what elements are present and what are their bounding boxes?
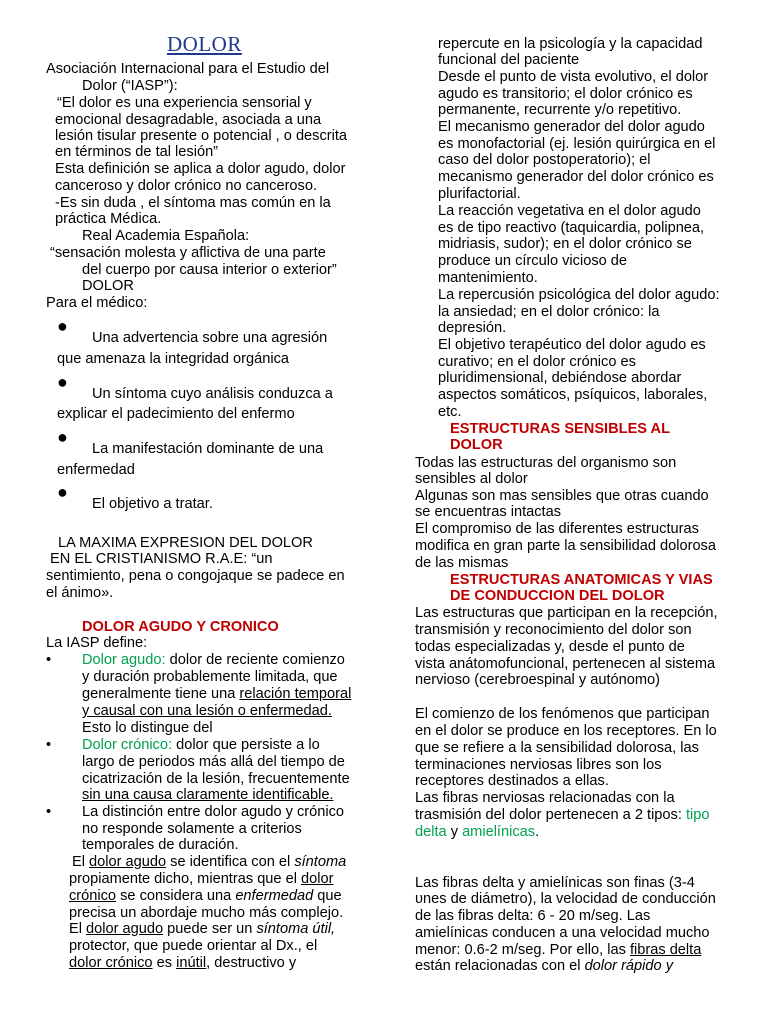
text-line: el ánimo». <box>46 585 114 601</box>
text-line: agudo es transitorio; el dolor crónico es <box>438 86 693 102</box>
text-line: Dolor agudo: dolor de reciente comienzo <box>82 652 345 668</box>
text-line: El comienzo de los fenómenos que participan <box>415 706 710 722</box>
text-line: del cuerpo por causa interior o exterior” <box>82 262 337 278</box>
text-line: El dolor agudo puede ser un síntoma útil, <box>69 921 336 937</box>
text-line: DOLOR <box>82 278 134 294</box>
text-line: mantenimiento. <box>438 270 538 286</box>
text-line: La manifestación dominante de una <box>92 441 324 457</box>
text-line: sensibles al dolor <box>415 471 528 487</box>
text-line: emocional desagradable, asociada a una <box>55 112 322 128</box>
text-line: El dolor agudo se identifica con el síntoma <box>72 854 347 870</box>
text-line: en el dolor se produce en los receptores. En lo <box>415 723 717 739</box>
text-line: receptores destinados a ellas. <box>415 773 609 789</box>
text-line: que se refiere a la sensibilidad dolorosa, las <box>415 740 699 756</box>
text-line: explicar el padecimiento del enfermo <box>57 406 295 422</box>
text-line: depresión. <box>438 320 507 336</box>
text-line: lesión tisular presente o potencial , o descrita <box>55 128 348 144</box>
text-line: enfermedad <box>57 462 135 478</box>
text-line: dolor crónico es inútil, destructivo y <box>69 955 297 971</box>
text-line: permanente, recurrente y/o repetitivo. <box>438 102 682 118</box>
section-heading: ESTRUCTURAS SENSIBLES AL <box>450 421 671 437</box>
text-line: están relacionadas con el dolor rápido y <box>415 958 673 974</box>
text-line: El objetivo a tratar. <box>92 496 213 512</box>
text-line: Las fibras delta y amielínicas son finas (3-4 <box>415 875 695 891</box>
bullet-icon: • <box>46 737 52 753</box>
text-line: propiamente dicho, mientras que el dolor <box>69 871 334 887</box>
text-line: pluridimensional, debiéndose abordar <box>438 370 682 386</box>
text-line: funcional del paciente <box>438 52 580 68</box>
text-line: LA MAXIMA EXPRESION DEL DOLOR <box>58 535 313 551</box>
text-line: Asociación Internacional para el Estudio del <box>46 61 330 77</box>
text-line: largo de periodos más allá del tiempo de <box>82 754 345 770</box>
text-line: amielínicas conducen a una velocidad mucho <box>415 925 710 941</box>
text-line: La repercusión psicológica del dolor agudo: <box>438 287 720 303</box>
section-heading: DOLOR AGUDO Y CRONICO <box>82 619 279 635</box>
bullet-icon: ● <box>57 372 68 392</box>
text-line: y duración probablemente limitada, que <box>82 669 338 685</box>
text-line: midriasis, sudor); en el dolor crónico se <box>438 236 692 252</box>
text-line: se encuentras intactas <box>415 504 562 520</box>
text-line: Dolor (“IASP”): <box>82 78 178 94</box>
text-line: protector, que puede orientar al Dx., el <box>69 938 318 954</box>
text-line: sin una causa claramente identificable. <box>82 787 334 803</box>
text-line: en términos de tal lesión” <box>55 144 219 160</box>
text-line: plurifactorial. <box>438 186 521 202</box>
section-heading: ESTRUCTURAS ANATOMICAS Y VIAS <box>450 572 713 588</box>
text-line: que amenaza la integridad orgánica <box>57 351 290 367</box>
text-line: terminaciones nerviosas libres son los <box>415 757 662 773</box>
text-line: Esta definición se aplica a dolor agudo, dolor <box>55 161 346 177</box>
text-line: no responde solamente a criterios <box>82 821 302 837</box>
text-line: La IASP define: <box>46 635 148 651</box>
text-line: generalmente tiene una relación temporal <box>82 686 352 702</box>
text-line: vista anátomofuncional, pertenecen al sistema <box>415 656 716 672</box>
text-line: -Es sin duda , el síntoma mas común en la <box>55 195 331 211</box>
text-line: Todas las estructuras del organismo son <box>415 455 677 471</box>
section-heading: DE CONDUCCION DEL DOLOR <box>450 588 665 604</box>
text-line: EN EL CRISTIANISMO R.A.E: “un <box>50 551 273 567</box>
text-line: canceroso y dolor crónico no canceroso. <box>55 178 318 194</box>
text-line: menor: 0.6-2 m/seg. Por ello, las fibras delta <box>415 942 702 958</box>
text-line: de las fibras delta: 6 - 20 m/seg. Las <box>415 908 651 924</box>
text-line: Esto lo distingue del <box>82 720 213 736</box>
text-line: “El dolor es una experiencia sensorial y <box>57 95 312 111</box>
text-line: de las mismas <box>415 555 509 571</box>
text-line: Desde el punto de vista evolutivo, el dolor <box>438 69 709 85</box>
bullet-icon: • <box>46 652 52 668</box>
text-line: Las estructuras que participan en la recepción, <box>415 605 718 621</box>
text-line: El compromiso de las diferentes estructuras <box>415 521 699 537</box>
text-line: cicatrización de la lesión, frecuentemente <box>82 771 350 787</box>
bullet-icon: ● <box>57 427 68 447</box>
text-line: Dolor crónico: dolor que persiste a lo <box>82 737 320 753</box>
text-line: temporales de duración. <box>82 837 239 853</box>
page-title: DOLOR <box>167 32 242 56</box>
text-line: Una advertencia sobre una agresión <box>92 330 328 346</box>
text-line: La reacción vegetativa en el dolor agudo <box>438 203 701 219</box>
text-line: práctica Médica. <box>55 211 162 227</box>
text-line: precisa un abordaje mucho más complejo. <box>69 905 344 921</box>
text-line: nervioso (cerebroespinal y autónomo) <box>415 672 660 688</box>
text-line: υnes de diámetro), la velocidad de conducción <box>415 891 716 907</box>
text-line: “sensación molesta y aflictiva de una parte <box>50 245 326 261</box>
text-line: sentimiento, pena o congojaque se padece en <box>46 568 345 584</box>
text-line: Un síntoma cuyo análisis conduzca a <box>92 386 333 402</box>
text-line: la ansiedad; en el dolor crónico: la <box>438 304 660 320</box>
text-line: aspectos somáticos, psíquicos, laborales, <box>438 387 708 403</box>
text-line: Las fibras nerviosas relacionadas con la <box>415 790 675 806</box>
text-line: transmisión y reconocimiento del dolor son <box>415 622 692 638</box>
text-line: y causal con una lesión o enfermedad. <box>82 703 332 719</box>
text-line: delta y amielínicas. <box>415 824 540 840</box>
text-line: repercute en la psicología y la capacidad <box>438 36 703 52</box>
text-line: Real Academia Española: <box>82 228 250 244</box>
text-line: es monofactorial (ej. lesión quirúrgica en el <box>438 136 716 152</box>
text-line: modifica en gran parte la sensibilidad dolorosa <box>415 538 716 554</box>
text-line: mecanismo generador del dolor crónico es <box>438 169 714 185</box>
text-line: curativo; en el dolor crónico es <box>438 354 636 370</box>
text-line: caso del dolor postoperatorio); el <box>438 152 651 168</box>
bullet-icon: ● <box>57 316 68 336</box>
text-line: es de tipo reactivo (taquicardia, polipnea, <box>438 220 705 236</box>
section-heading: DOLOR <box>450 437 503 453</box>
text-line: El mecanismo generador del dolor agudo <box>438 119 705 135</box>
text-line: La distinción entre dolor agudo y crónico <box>82 804 345 820</box>
text-line: produce un círculo vicioso de <box>438 253 628 269</box>
bullet-icon: • <box>46 804 52 820</box>
text-line: etc. <box>438 404 462 420</box>
text-line: todas especializadas y, desde el punto de <box>415 639 685 655</box>
bullet-icon: ● <box>57 482 68 502</box>
text-line: Para el médico: <box>46 295 148 311</box>
text-line: El objetivo terapéutico del dolor agudo es <box>438 337 706 353</box>
text-line: Algunas son mas sensibles que otras cuando <box>415 488 709 504</box>
text-line: trasmisión del dolor pertenecen a 2 tipos: tipo <box>415 807 710 823</box>
text-line: crónico se considera una enfermedad que <box>69 888 342 904</box>
